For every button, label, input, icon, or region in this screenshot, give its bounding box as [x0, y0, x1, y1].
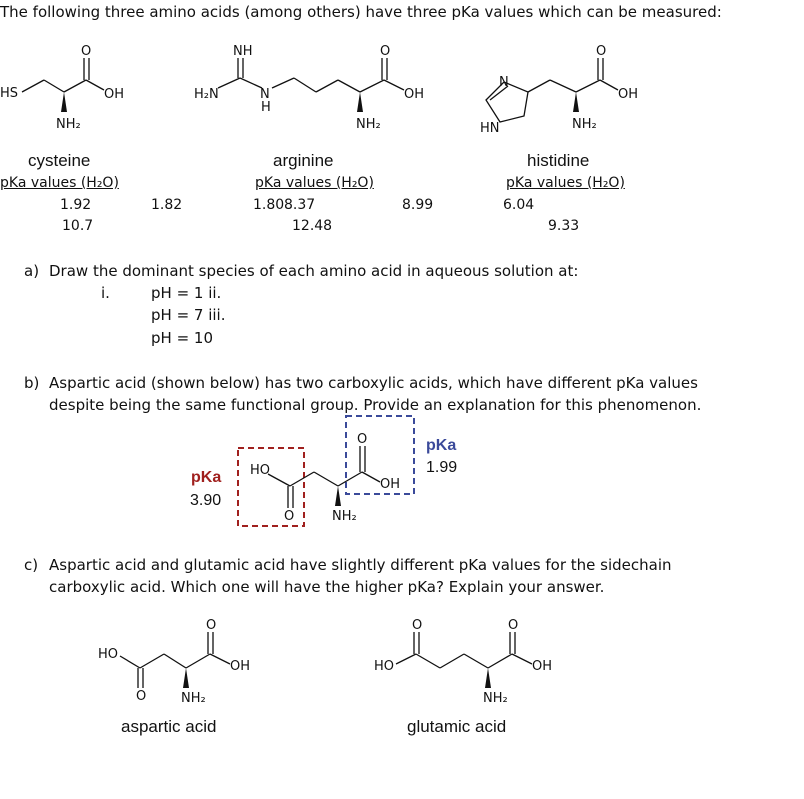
- aspartic-acid-pka-diagram: [180, 412, 480, 532]
- asp-c-o-label: O: [136, 689, 147, 704]
- arg-nh-label: NH: [233, 44, 253, 59]
- arginine-name: arginine: [273, 151, 334, 170]
- his-o-label: O: [596, 44, 607, 59]
- question-a-item: pH = 1 ii.: [151, 284, 222, 302]
- his-hn-label: HN: [480, 121, 500, 136]
- arg-pka-value: 12.48: [292, 218, 333, 234]
- arg-n-label: N: [260, 87, 270, 102]
- cys-pka-value: 1.82: [151, 197, 183, 213]
- cys-oh-label: OH: [104, 87, 125, 102]
- his-n-label: N: [499, 75, 509, 90]
- right-pka-value: 1.99: [426, 459, 458, 476]
- question-c-label: c): [24, 556, 39, 574]
- cys-nh2-label: NH₂: [56, 117, 81, 132]
- question-a-label: a): [24, 262, 40, 280]
- right-pka-label: pKa: [426, 437, 457, 454]
- arg-nh2-label: NH₂: [356, 117, 381, 132]
- arg-pka-value: 8.37: [284, 197, 316, 213]
- question-a-item: pH = 7 iii.: [151, 306, 226, 324]
- asp-c-o-label: O: [206, 618, 217, 633]
- question-a-roman: i.: [101, 284, 110, 302]
- glu-o-label: O: [508, 618, 519, 633]
- arg-h2n-label: H₂N: [194, 87, 219, 102]
- amino-acid-structures: [0, 38, 804, 138]
- cys-pka-value: 10.7: [62, 218, 94, 234]
- his-pka-value: 9.33: [548, 218, 580, 234]
- asp-c-ho-label: HO: [98, 647, 119, 662]
- glu-ho-label: HO: [374, 659, 395, 674]
- his-pka-value: 6.04: [503, 197, 535, 213]
- asp-oh-label: OH: [380, 477, 401, 492]
- asp-o-label: O: [284, 509, 295, 524]
- aspartic-acid-name: aspartic acid: [121, 717, 217, 736]
- asp-ho-label: HO: [250, 463, 271, 478]
- arg-o-label: O: [380, 44, 391, 59]
- glu-o-label: O: [412, 618, 423, 633]
- histidine-name: histidine: [527, 151, 590, 170]
- left-pka-value: 3.90: [190, 492, 222, 509]
- cys-o-label: O: [81, 44, 92, 59]
- intro-text: The following three amino acids (among others) have three pKa values which can be measured:: [0, 3, 722, 21]
- cys-hs-label: HS: [0, 86, 19, 101]
- arg-pka-value: 8.99: [402, 197, 434, 213]
- asp-nh2-label: NH₂: [332, 509, 357, 524]
- glu-oh-label: OH: [532, 659, 553, 674]
- arg-oh-label: OH: [404, 87, 425, 102]
- question-a-item: pH = 10: [151, 329, 213, 347]
- question-b-label: b): [24, 374, 40, 392]
- glu-nh2-label: NH₂: [483, 691, 508, 706]
- aspartic-glutamic-structures: [90, 612, 570, 712]
- arginine-pka-header: pKa values (H₂O): [255, 175, 374, 191]
- asp-c-oh-label: OH: [230, 659, 251, 674]
- cysteine-pka-header: pKa values (H₂O): [0, 175, 119, 191]
- histidine-pka-header: pKa values (H₂O): [506, 175, 625, 191]
- left-pka-label: pKa: [191, 469, 222, 486]
- question-a-text: Draw the dominant species of each amino acid in aqueous solution at:: [49, 262, 579, 280]
- arg-h-label: H: [261, 100, 271, 115]
- question-b-line: despite being the same functional group. Provide an explanation for this phenomenon.: [49, 396, 702, 414]
- arg-pka-value: 1.80: [253, 197, 285, 213]
- glutamic-acid-name: glutamic acid: [407, 717, 507, 736]
- question-c-line: carboxylic acid. Which one will have the higher pKa? Explain your answer.: [49, 578, 605, 596]
- his-oh-label: OH: [618, 87, 639, 102]
- cys-pka-value: 1.92: [60, 197, 92, 213]
- question-c-line: Aspartic acid and glutamic acid have slightly different pKa values for the sidechain: [49, 556, 672, 574]
- question-b-line: Aspartic acid (shown below) has two carboxylic acids, which have different pKa values: [49, 374, 698, 392]
- asp-o-label: O: [357, 432, 368, 447]
- cysteine-name: cysteine: [28, 151, 91, 170]
- his-nh2-label: NH₂: [572, 117, 597, 132]
- asp-c-nh2-label: NH₂: [181, 691, 206, 706]
